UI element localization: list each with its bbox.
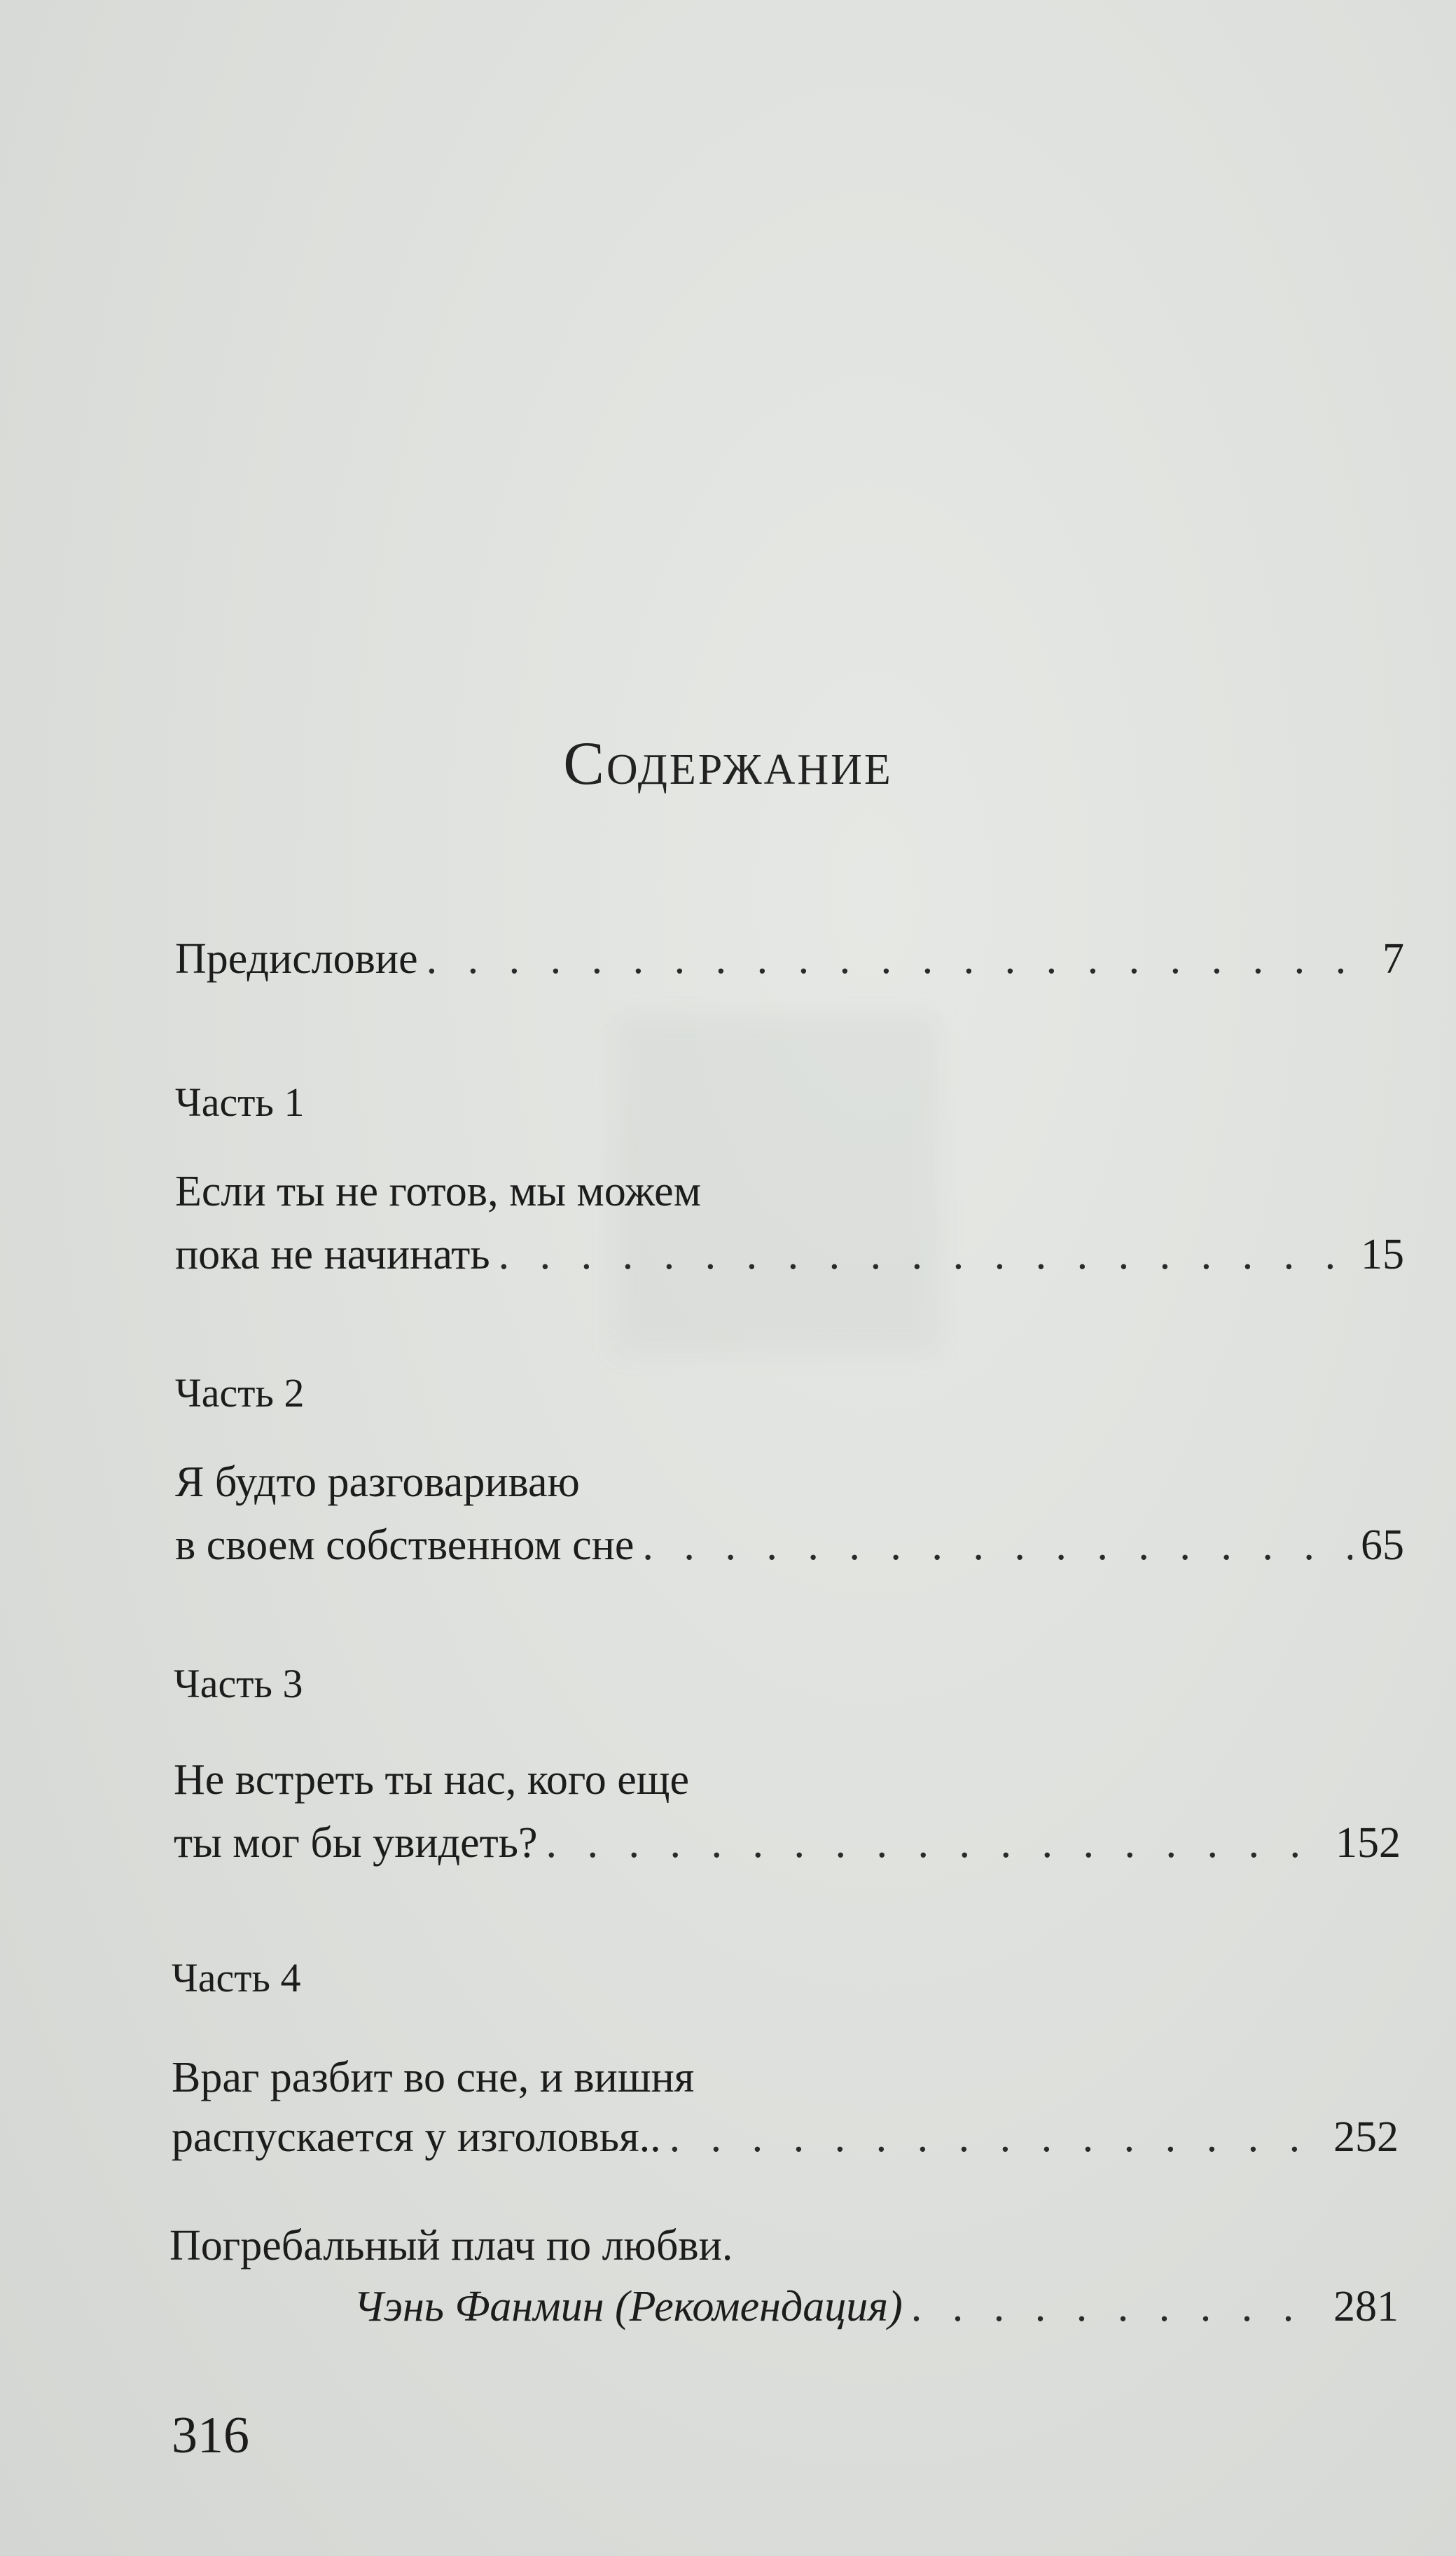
dot-leader xyxy=(670,2115,1325,2159)
toc-entry-title-line: Не встреть ты нас, кого еще xyxy=(174,1756,690,1804)
toc-entry-title: ты мог бы увидеть? xyxy=(174,1819,538,1867)
toc-entry-part-4[interactable] xyxy=(172,2115,1399,2159)
toc-entry-title: пока не начинать xyxy=(175,1231,490,1278)
toc-entry-title-line: Погребальный плач по любви. xyxy=(169,2222,733,2270)
toc-entry-preface[interactable] xyxy=(175,937,1404,981)
dot-leader xyxy=(499,1233,1352,1276)
toc-entry-title: Предисловие xyxy=(175,935,418,983)
toc-entry-part-1[interactable] xyxy=(175,1233,1404,1276)
toc-page-number: 15 xyxy=(1361,1231,1404,1278)
toc-entry-author: Чэнь Фанмин (Рекомендация) xyxy=(354,2283,903,2330)
dot-leader xyxy=(911,2285,1325,2328)
part-label-2: Часть 2 xyxy=(175,1370,305,1416)
part-label-1: Часть 1 xyxy=(175,1079,305,1125)
dot-leader xyxy=(546,1821,1327,1865)
dot-leader xyxy=(642,1524,1352,1567)
toc-entry-title-line: Враг разбит во сне, и вишня xyxy=(172,2054,695,2101)
toc-page-number: 252 xyxy=(1333,2113,1399,2161)
toc-page-number: 65 xyxy=(1361,1521,1404,1569)
part-label-3: Часть 3 xyxy=(174,1661,303,1706)
toc-entry-title: распускается у изголовья.. xyxy=(172,2113,661,2161)
toc-page-number: 7 xyxy=(1382,935,1404,983)
toc-entry-recommendation[interactable] xyxy=(354,2285,1399,2328)
toc-entry-title-line: Если ты не готов, мы можем xyxy=(175,1168,701,1215)
part-label-4: Часть 4 xyxy=(172,1955,301,2001)
page-title: Содержание xyxy=(563,730,893,798)
page-number-footer: 316 xyxy=(172,2407,249,2464)
dot-leader xyxy=(427,937,1374,981)
toc-entry-part-2[interactable] xyxy=(175,1521,1404,1569)
toc-entry-title-line: Я будто разговариваю xyxy=(175,1458,580,1506)
toc-entry-title: в своем собственном сне xyxy=(175,1521,635,1569)
toc-page-number: 152 xyxy=(1336,1819,1401,1867)
toc-page-number: 281 xyxy=(1333,2283,1399,2330)
toc-entry-part-3[interactable] xyxy=(174,1821,1401,1865)
